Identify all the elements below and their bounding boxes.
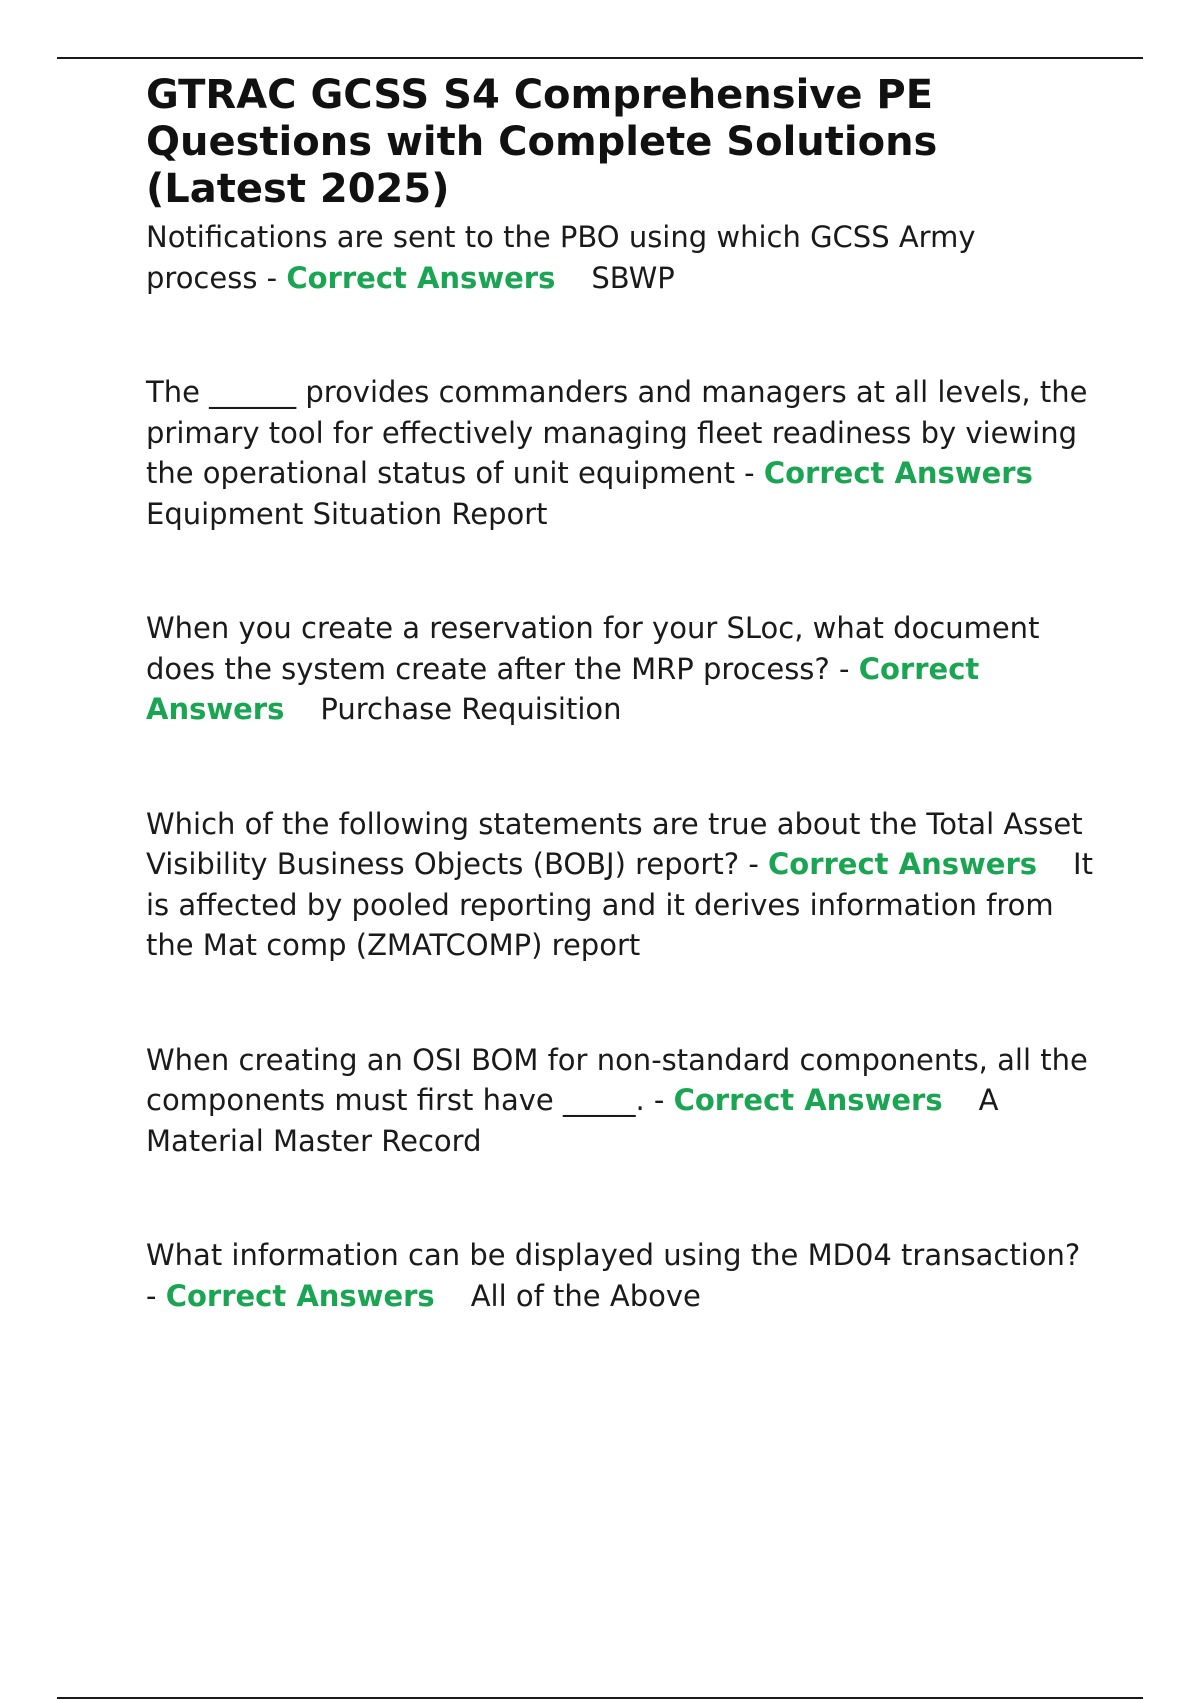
correct-answers-label: Correct Answers (146, 651, 980, 726)
answer-text: All of the Above (470, 1278, 701, 1313)
correct-answers-label: Correct Answers (763, 456, 1033, 490)
correct-answers-label: Correct Answers (286, 260, 556, 295)
answer-text: It is affected by pooled reporting and it derives information from the Mat comp (ZMATCOMP) report (146, 847, 1093, 962)
correct-answers-label: Correct Answers (673, 1083, 943, 1117)
answer-text: A Material Master Record (146, 1083, 999, 1158)
correct-answers-label: Correct Answers (768, 847, 1038, 881)
answer-text: SBWP (591, 260, 675, 295)
qa-item (146, 1235, 1096, 1316)
question-text: When you create a reservation for your SLoc, what document does the system create after the MRP process? - (146, 611, 1040, 686)
qa-item (146, 608, 1096, 730)
question-text: When creating an OSI BOM for non-standard components, all the components must first have _____. - (146, 1042, 1088, 1117)
document-body (146, 72, 1096, 1316)
qa-item (146, 372, 1096, 534)
qa-item (146, 217, 1096, 298)
top-rule (57, 57, 1143, 59)
answer-text: Equipment Situation Report (146, 496, 548, 531)
qa-item (146, 1040, 1096, 1162)
bottom-rule (57, 1697, 1143, 1699)
question-text: The ______ provides commanders and managers at all levels, the primary tool for effectively managing fleet readiness by viewing the operational status of unit equipment - (146, 375, 1088, 490)
document-title: GTRAC GCSS S4 Comprehensive PE Questions with Complete Solutions (Latest 2025) (146, 72, 938, 212)
question-text: What information can be displayed using the MD04 transaction? - (146, 1238, 1081, 1313)
question-text: Notifications are sent to the PBO using which GCSS Army process - (146, 220, 976, 295)
question-text: Which of the following statements are true about the Total Asset Visibility Business Objects (BOBJ) report? - (146, 806, 1083, 881)
qa-item (146, 804, 1096, 966)
correct-answers-label: Correct Answers (165, 1278, 435, 1313)
answer-text: Purchase Requisition (320, 692, 622, 726)
